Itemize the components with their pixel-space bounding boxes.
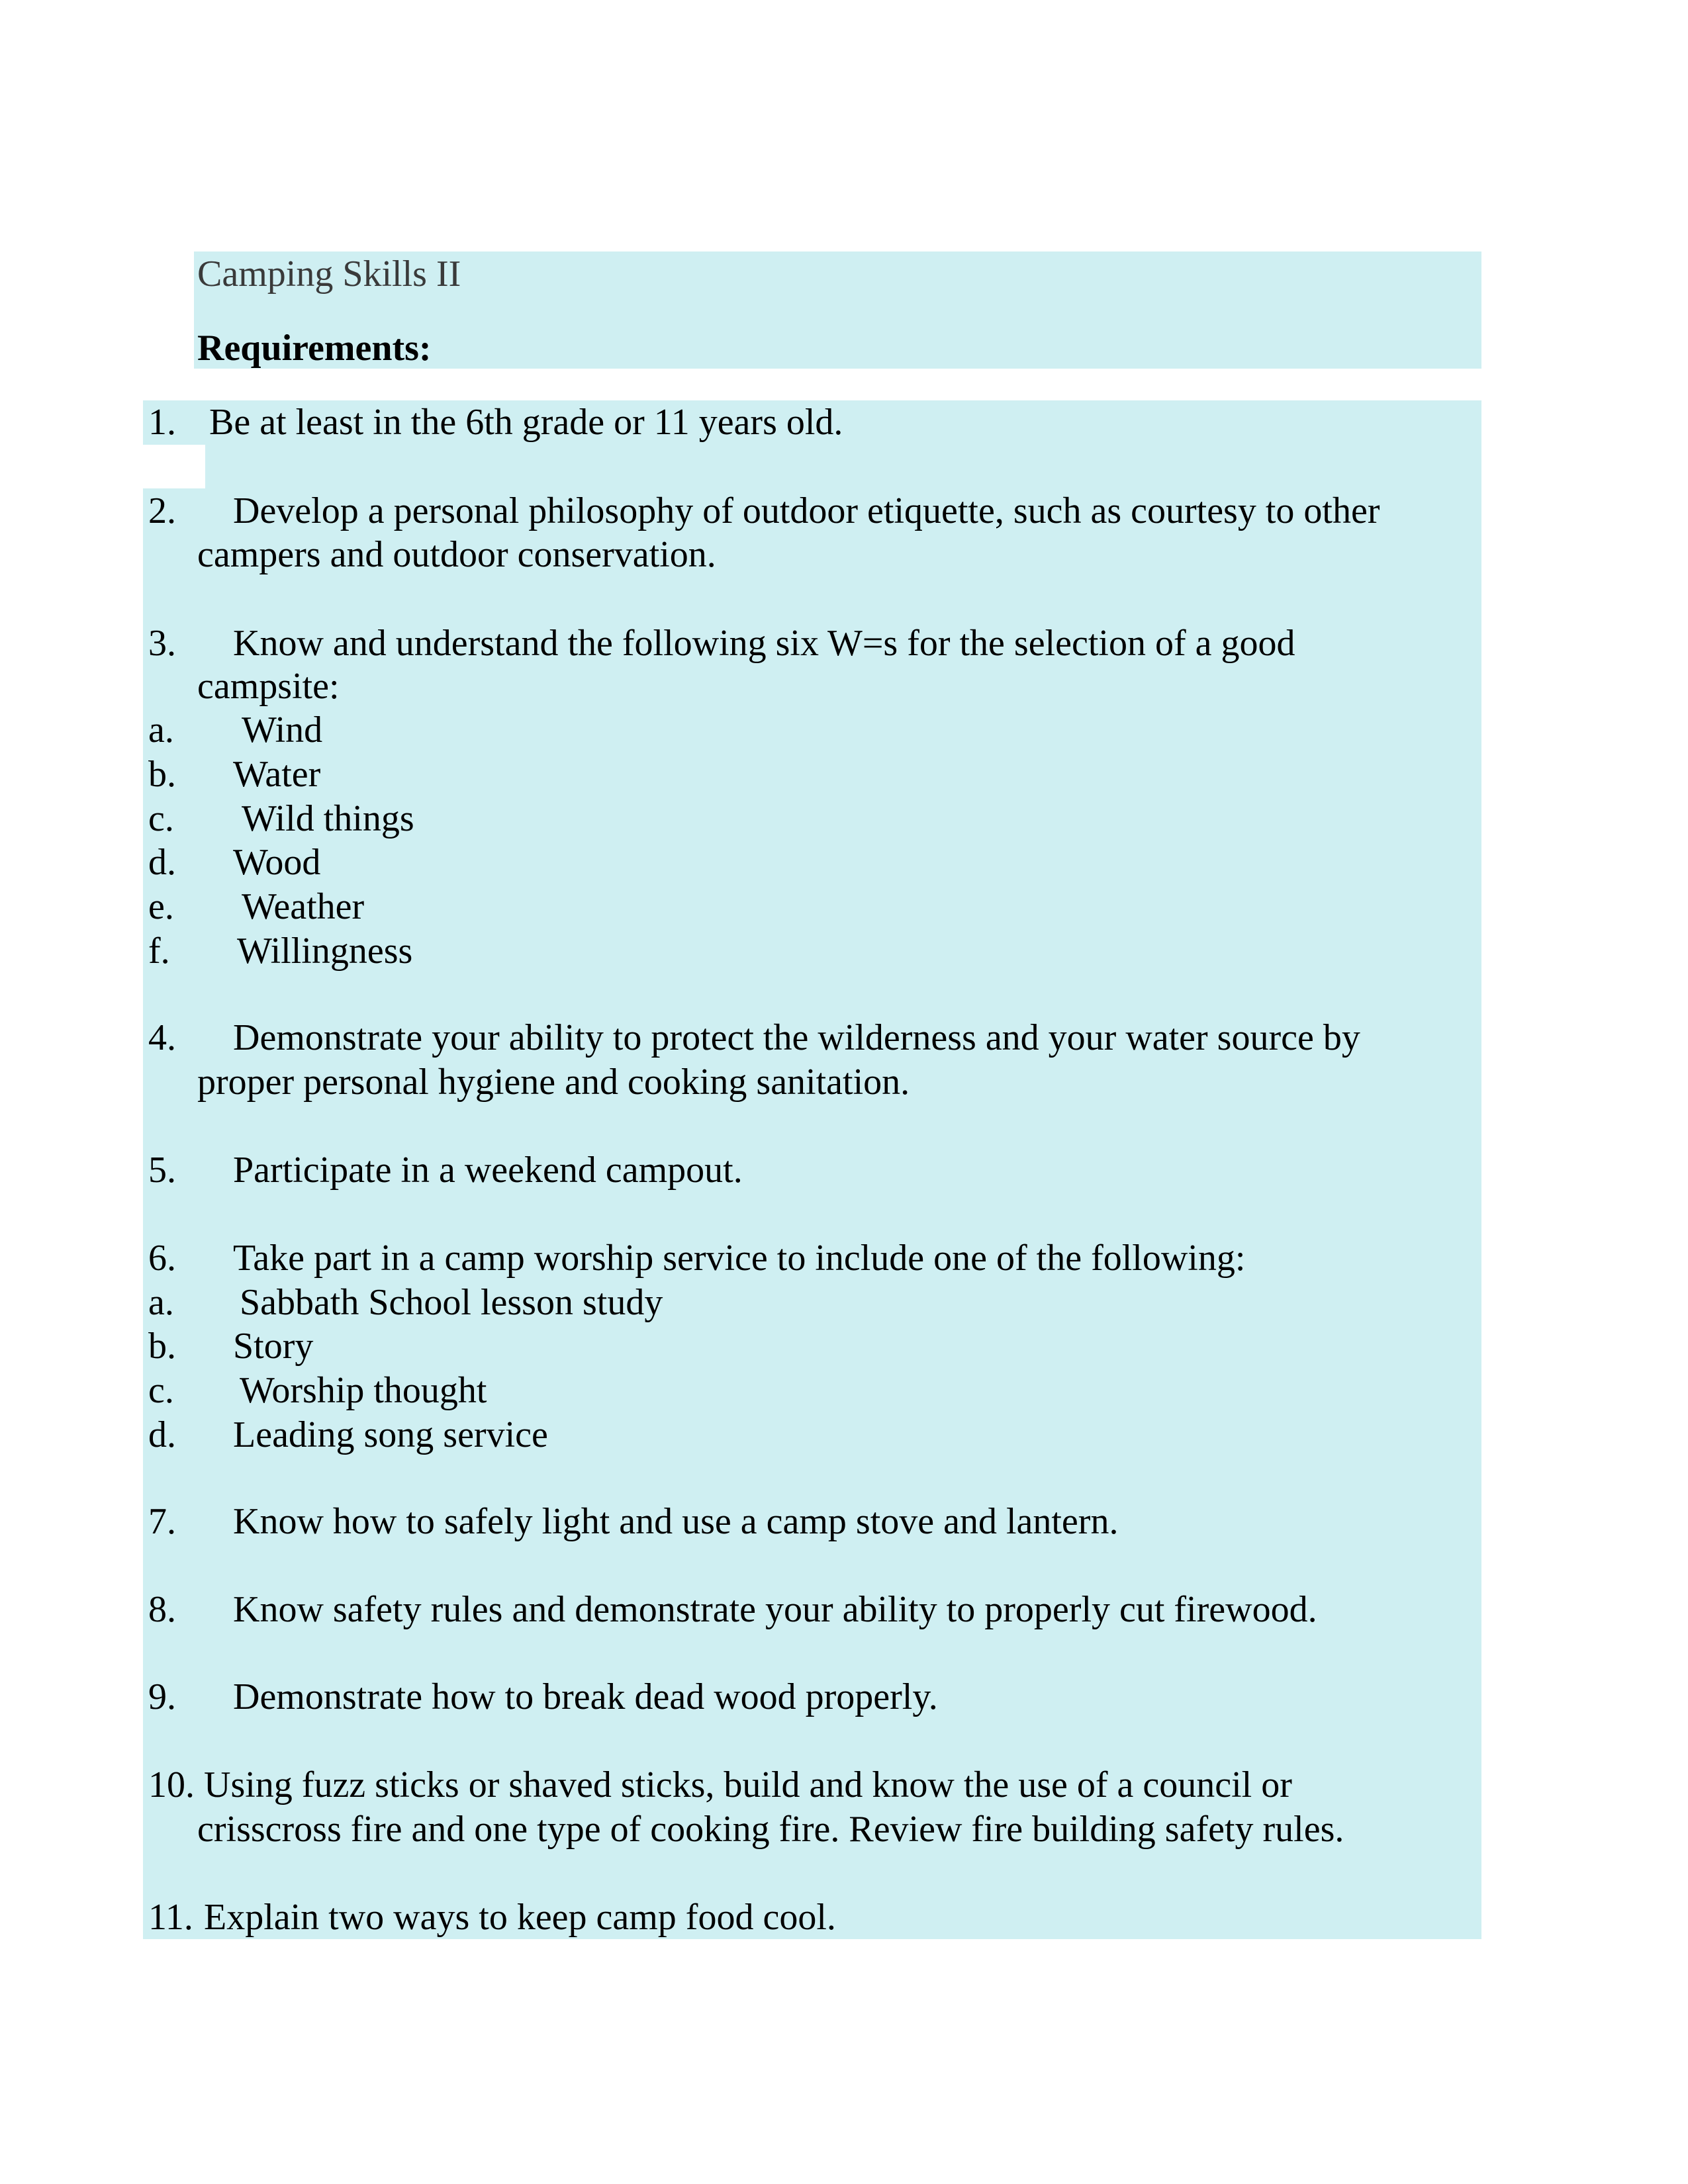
item-text: Know how to safely light and use a camp stove and lantern. xyxy=(233,1501,1119,1542)
item-number: 7. xyxy=(148,1501,176,1542)
item-text: proper personal hygiene and cooking sanitation. xyxy=(197,1062,910,1103)
sub-item-letter: c. xyxy=(148,1370,174,1411)
sub-item-text: Worship thought xyxy=(240,1370,487,1411)
sub-item-text: Wind xyxy=(242,709,323,751)
item-number: 2. xyxy=(148,490,176,531)
sub-item-letter: f. xyxy=(148,931,170,972)
item-number: 1. xyxy=(148,402,176,443)
sub-item-letter: a. xyxy=(148,1282,174,1323)
sub-item-letter: b. xyxy=(148,1326,176,1367)
sub-item-text: Sabbath School lesson study xyxy=(240,1282,663,1323)
sub-item-letter: b. xyxy=(148,754,176,795)
item-number: 6. xyxy=(148,1238,176,1279)
sub-item-text: Willingness xyxy=(237,931,413,972)
item-text: Know safety rules and demonstrate your ability to properly cut firewood. xyxy=(233,1589,1317,1630)
sub-item-text: Wild things xyxy=(242,798,414,839)
item-text: campsite: xyxy=(197,666,340,707)
item-text: Using fuzz sticks or shaved sticks, build and know the use of a council or xyxy=(204,1764,1292,1805)
item-text: Know and understand the following six W=s for the selection of a good xyxy=(233,623,1295,664)
document-title: Camping Skills II xyxy=(197,253,461,295)
sub-item-letter: e. xyxy=(148,886,174,927)
sub-item-text: Water xyxy=(233,754,321,795)
item-text: campers and outdoor conservation. xyxy=(197,534,716,575)
item-text: Be at least in the 6th grade or 11 years old. xyxy=(209,402,843,443)
sub-item-text: Wood xyxy=(233,842,321,883)
item-number: 8. xyxy=(148,1589,176,1630)
item-number: 4. xyxy=(148,1017,176,1058)
item-text: Explain two ways to keep camp food cool. xyxy=(204,1897,836,1938)
item-number: 10. xyxy=(148,1764,195,1805)
sub-item-text: Weather xyxy=(242,886,365,927)
requirements-heading: Requirements: xyxy=(197,328,432,369)
item-number: 11. xyxy=(148,1897,193,1938)
sub-item-text: Story xyxy=(233,1326,314,1367)
sub-item-letter: a. xyxy=(148,709,174,751)
sub-item-text: Leading song service xyxy=(233,1414,548,1455)
item-number: 9. xyxy=(148,1676,176,1717)
sub-item-letter: d. xyxy=(148,1414,176,1455)
item-number: 3. xyxy=(148,623,176,664)
highlight-gap xyxy=(143,445,205,488)
item-text: crisscross fire and one type of cooking fire. Review fire building safety rules. xyxy=(197,1809,1344,1850)
item-text: Participate in a weekend campout. xyxy=(233,1150,743,1191)
item-text: Demonstrate your ability to protect the wilderness and your water source by xyxy=(233,1017,1360,1058)
sub-item-letter: d. xyxy=(148,842,176,883)
item-text: Take part in a camp worship service to include one of the following: xyxy=(233,1238,1246,1279)
item-number: 5. xyxy=(148,1150,176,1191)
sub-item-letter: c. xyxy=(148,798,174,839)
item-text: Demonstrate how to break dead wood properly. xyxy=(233,1676,938,1717)
item-text: Develop a personal philosophy of outdoor etiquette, such as courtesy to other xyxy=(233,490,1380,531)
